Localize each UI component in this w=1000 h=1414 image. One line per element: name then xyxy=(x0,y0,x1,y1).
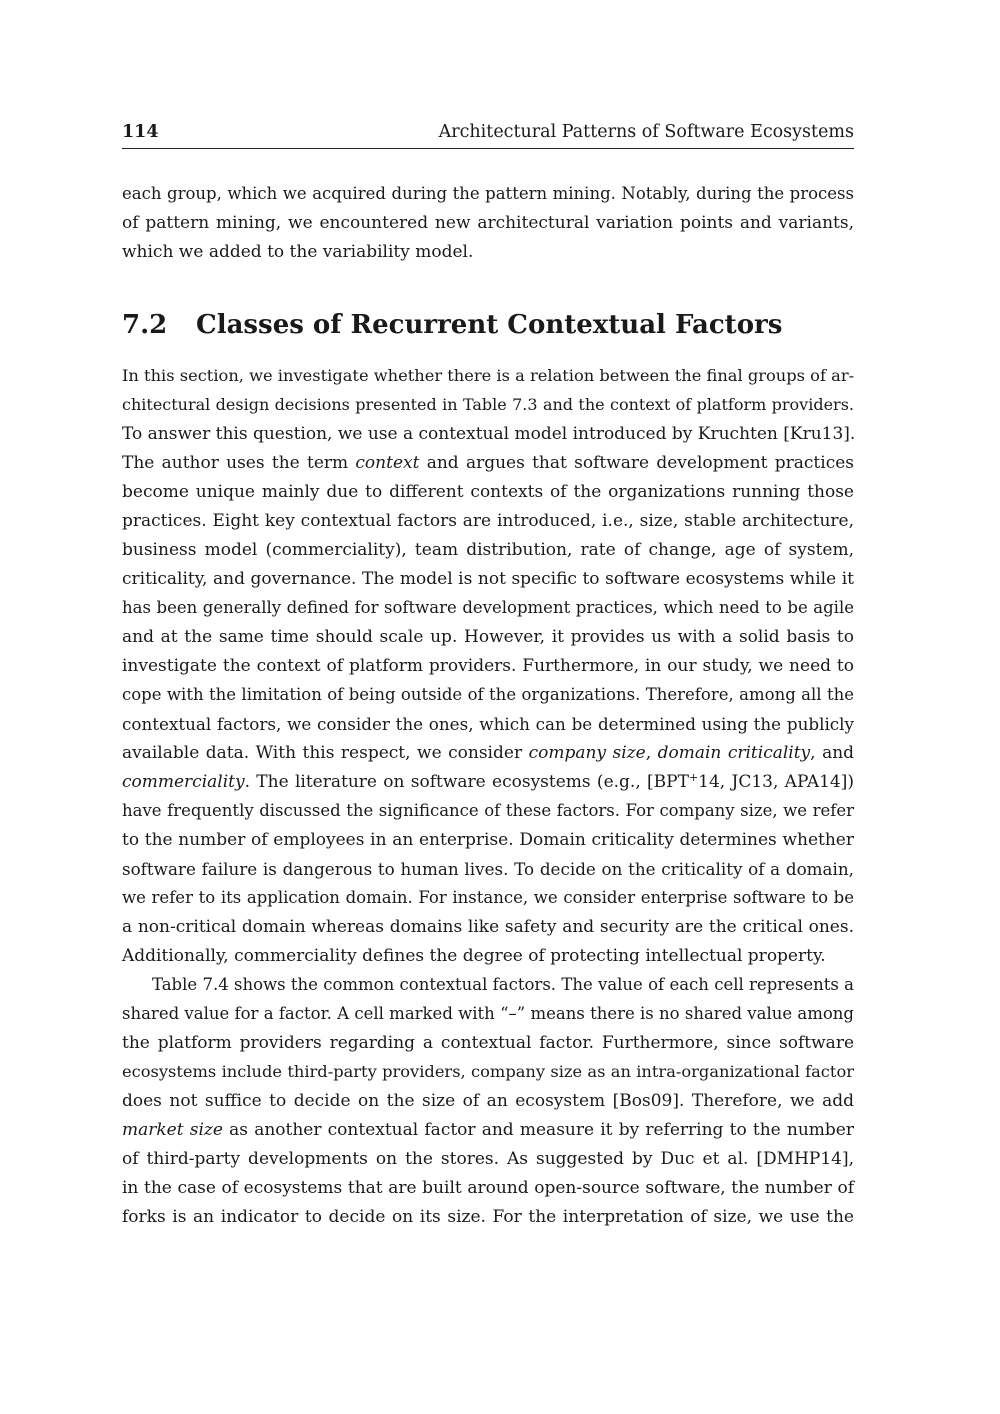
para1-line: contextual factors, we consider the ones, which can be determined using the publicly xyxy=(122,714,854,734)
para2-line: shared value for a factor. A cell marked with “–” means there is no shared value among xyxy=(122,1004,854,1023)
para1-line: we refer to its application domain. For instance, we consider enterprise software to be xyxy=(122,888,854,907)
para1-text: The author uses the term xyxy=(122,453,356,473)
para1-text: , xyxy=(645,743,658,763)
para1-line: Additionally, commerciality defines the degree of protecting intellectual property. xyxy=(122,946,826,966)
section-heading xyxy=(122,305,854,345)
para1-line: and at the same time should scale up. However, it provides us with a solid basis to xyxy=(122,627,854,647)
para1-line: business model (commerciality), team distribution, rate of change, age of system, xyxy=(122,540,854,560)
para2-line xyxy=(122,1117,854,1143)
para2-line: the platform providers regarding a contextual factor. Furthermore, since software xyxy=(122,1033,854,1053)
para1-text: available data. With this respect, we consider xyxy=(122,743,529,763)
para1-line: have frequently discussed the significance of these factors. For company size, we refer xyxy=(122,801,854,820)
para1-line: investigate the context of platform providers. Furthermore, in our study, we need to xyxy=(122,656,854,676)
running-title: Architectural Patterns of Software Ecosystems xyxy=(438,122,854,142)
para1-emphasis: company size xyxy=(528,743,646,763)
intro-line: which we added to the variability model. xyxy=(122,242,474,262)
intro-line: each group, which we acquired during the pattern mining. Notably, during the process xyxy=(122,184,854,203)
para1-line xyxy=(122,450,854,476)
section-number: 7.2 xyxy=(122,310,168,340)
para2-line: forks is an indicator to decide on its size. For the interpretation of size, we use the xyxy=(122,1207,854,1227)
para1-emphasis: domain criticality xyxy=(657,743,811,763)
para1-line: has been generally defined for software development practices, which need to be agile xyxy=(122,598,854,617)
intro-line: of pattern mining, we encountered new architectural variation points and variants, xyxy=(122,213,854,233)
para1-text: 14, JC13, APA14]) xyxy=(698,772,854,792)
para1-line: criticality, and governance. The model is not specific to software ecosystems while it xyxy=(122,569,854,589)
section-title: Classes of Recurrent Contextual Factors xyxy=(196,310,783,340)
para1-text: and argues that software development practices xyxy=(419,453,854,473)
para2-text: as another contextual factor and measure it by referring to the number xyxy=(222,1120,854,1140)
para2-line: in the case of ecosystems that are built around open-source software, the number of xyxy=(122,1178,854,1198)
para1-line: a non-critical domain whereas domains like safety and security are the critical ones. xyxy=(122,917,854,937)
para1-text: . The literature on software ecosystems (e.g., [BPT xyxy=(244,772,689,792)
para2-line: ecosystems include third-party providers, company size as an intra-organizational factor xyxy=(122,1062,854,1081)
para2-line: does not suffice to decide on the size of an ecosystem [Bos09]. Therefore, we add xyxy=(122,1091,854,1111)
para2-line: of third-party developments on the stores. As suggested by Duc et al. [DMHP14], xyxy=(122,1149,854,1169)
para1-line: practices. Eight key contextual factors are introduced, i.e., size, stable architecture, xyxy=(122,511,854,531)
para1-line: become unique mainly due to different contexts of the organizations running those xyxy=(122,482,854,502)
para1-line xyxy=(122,740,854,766)
para1-superscript: + xyxy=(688,771,699,784)
para1-line: to the number of employees in an enterprise. Domain criticality determines whether xyxy=(122,830,854,850)
para1-emphasis: commerciality xyxy=(122,772,245,792)
para2-line: Table 7.4 shows the common contextual factors. The value of each cell represents a xyxy=(152,975,854,994)
para1-line: To answer this question, we use a contextual model introduced by Kruchten [Kru13]. xyxy=(122,424,856,444)
para2-emphasis: market size xyxy=(122,1120,223,1140)
para1-line: In this section, we investigate whether there is a relation between the final groups of ar- xyxy=(122,366,855,385)
para1-text: , and xyxy=(810,743,855,763)
para1-line xyxy=(122,769,854,795)
para1-line: chitectural design decisions presented in Table 7.3 and the context of platform providers. xyxy=(122,395,854,414)
running-header xyxy=(122,120,854,149)
page-number: 114 xyxy=(122,122,159,142)
para1-line: cope with the limitation of being outside of the organizations. Therefore, among all the xyxy=(122,685,854,704)
para1-line: software failure is dangerous to human lives. To decide on the criticality of a domain, xyxy=(122,859,854,879)
para1-emphasis: context xyxy=(355,453,420,473)
